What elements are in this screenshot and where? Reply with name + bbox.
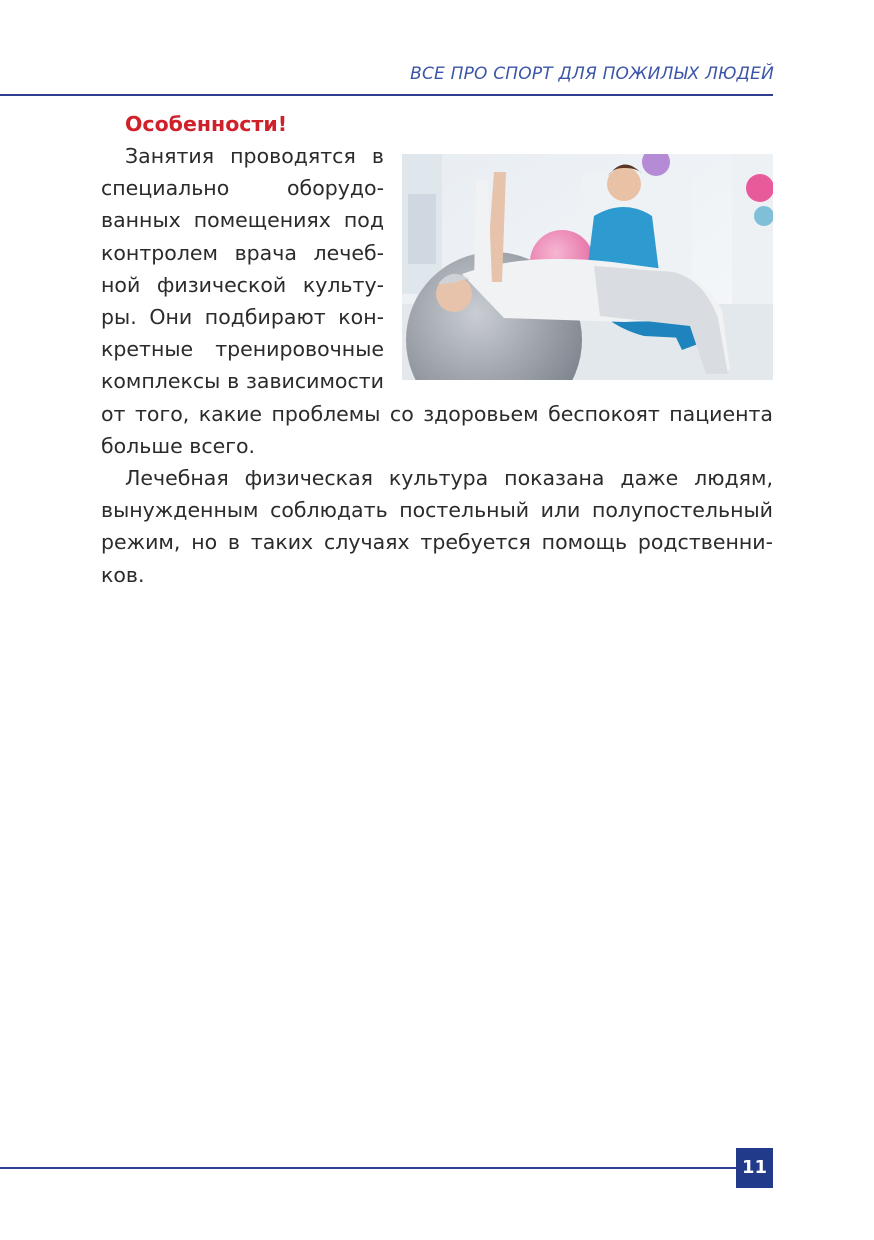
body-paragraph-1: Занятия проводятся в специально оборудованных помещениях под контролем врача лечебной физической культуры. Они подбирают конкретные тренировочные комплексы в зависимости от того, какие проблемы со здоровьем беспокоят пациента больше всего. [101,144,773,458]
page-content [101,108,773,591]
footer-divider [0,1167,736,1169]
rehab-exercise-photo [402,154,773,380]
running-header: ВСЕ ПРО СПОРТ ДЛЯ ПОЖИЛЫХ ЛЮДЕЙ [410,64,774,84]
page-number: 11 [736,1148,773,1188]
header-divider [0,94,773,96]
section-heading: Особенности! [125,112,288,136]
body-paragraph-2: Лечебная физическая культура показана даже людям, вынужденным соблюдать постельный или полупостельный режим, но в таких случаях требуется помощь родственников. [101,466,773,587]
